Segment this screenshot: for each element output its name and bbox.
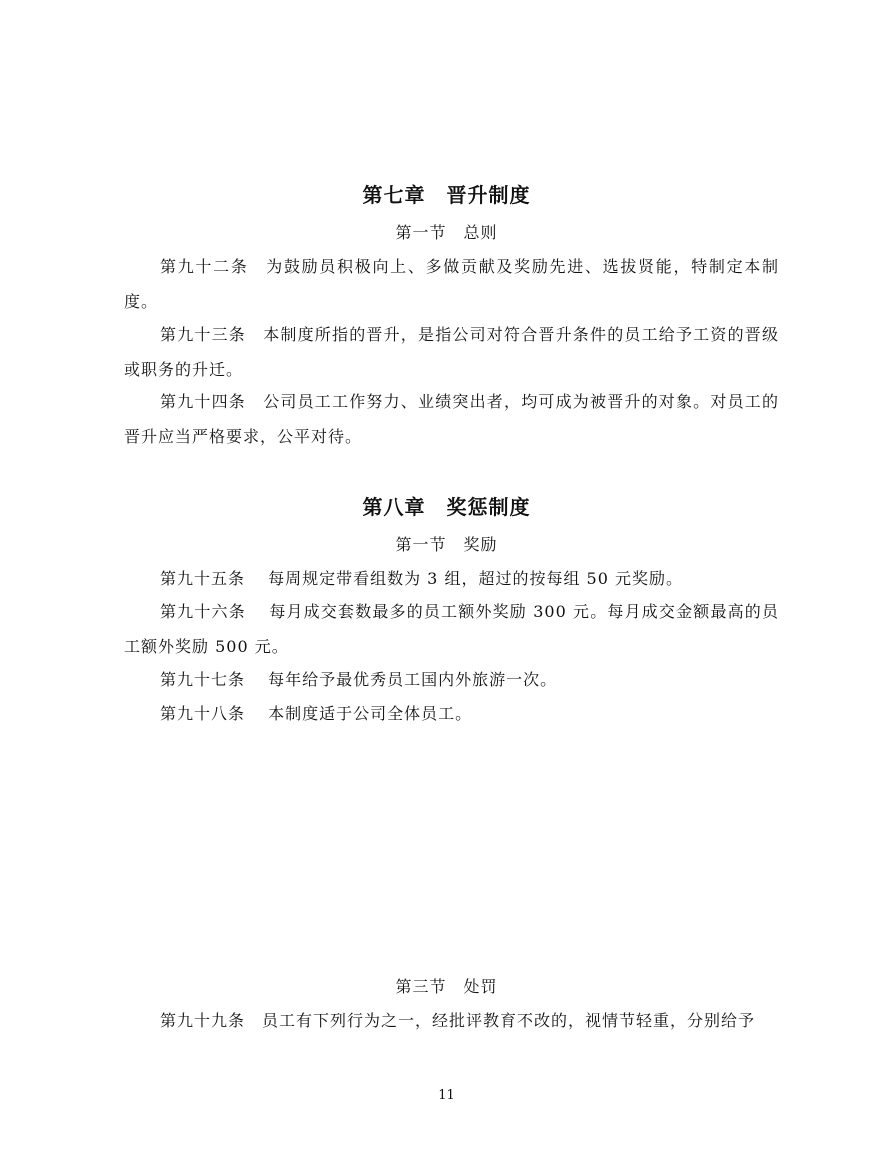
article-97: 第九十七条 每年给予最优秀员工国内外旅游一次。 [160, 670, 558, 689]
article-94: 第九十四条 公司员工工作努力、业绩突出者，均可成为被晋升的对象。对员工的晋升应当严格要求，公平对待。 [124, 392, 779, 446]
article-99: 第九十九条 员工有下列行为之一，经批评教育不改的，视情节轻重，分别给予 [160, 1011, 756, 1030]
article-92: 第九十二条 为鼓励员积极向上、多做贡献及奖励先进、选拔贤能，特制定本制度。 [124, 257, 779, 311]
article-96: 第九十六条 每月成交套数最多的员工额外奖励 300 元。每月成交金额最高的员工额外奖励 500 元。 [124, 602, 779, 656]
article-95: 第九十五条 每周规定带看组数为 3 组，超过的按每组 50 元奖励。 [160, 569, 683, 588]
chapter-8-section-3-title: 第三节 处罚 [395, 977, 498, 996]
chapter-8-section-1-title: 第一节 奖励 [395, 535, 498, 554]
chapter-7-title: 第七章 晋升制度 [362, 183, 531, 207]
article-93: 第九十三条 本制度所指的晋升，是指公司对符合晋升条件的员工给予工资的晋级或职务的升迁。 [124, 325, 779, 379]
page-number: 11 [438, 1088, 455, 1103]
chapter-8-title: 第八章 奖惩制度 [362, 495, 531, 519]
chapter-7-section-1-title: 第一节 总则 [395, 223, 498, 242]
article-98: 第九十八条 本制度适于公司全体员工。 [160, 704, 473, 723]
